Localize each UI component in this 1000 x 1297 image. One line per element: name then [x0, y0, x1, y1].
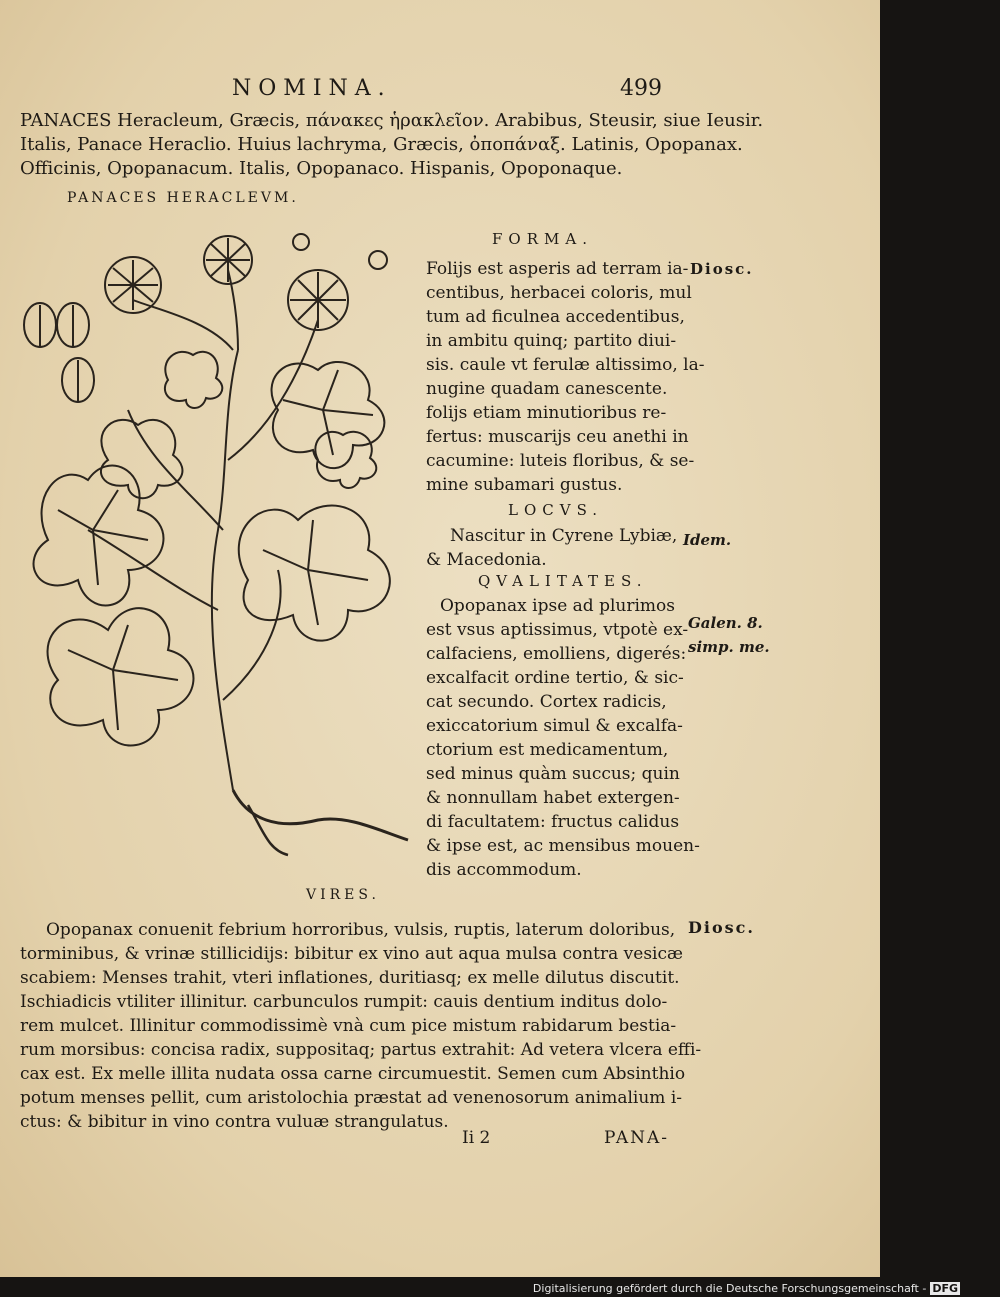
- forma-line: in ambitu quinq; partito diui-: [426, 331, 677, 351]
- forma-line: nugine quadam canescente.: [426, 379, 668, 399]
- vires-line: Opopanax conuenit febrium horroribus, vulsis, ruptis, laterum doloribus,: [46, 920, 676, 940]
- section-heading-vires: VIRES.: [306, 887, 380, 903]
- qualitates-line: ctorium est medicamentum,: [426, 740, 669, 760]
- credit-text: Digitalisierung gefördert durch die Deutsche Forschungsgemeinschaft -: [532, 1282, 927, 1295]
- margin-note: Idem.: [683, 531, 732, 549]
- locus-line: & Macedonia.: [426, 550, 547, 570]
- forma-line: Folijs est asperis ad terram ia-: [426, 259, 689, 279]
- vires-line: potum menses pellit, cum aristolochia præstat ad venenosorum animalium i-: [20, 1088, 683, 1108]
- qualitates-line: sed minus quàm succus; quin: [426, 764, 680, 784]
- margin-note: simp. me.: [688, 638, 770, 656]
- vires-line: Ischiadicis vtiliter illinitur. carbunculos rumpit: cauis dentium inditus dolo-: [20, 992, 668, 1012]
- digitization-credit: [533, 1282, 960, 1295]
- forma-line: tum ad ficulnea accedentibus,: [426, 307, 685, 327]
- section-heading-locus: LOCVS.: [508, 501, 604, 519]
- figure-caption: PANACES HERACLEVM.: [67, 190, 299, 206]
- locus-line: Nascitur in Cyrene Lybiæ,: [450, 526, 678, 546]
- nomina-line: Italis, Panace Heraclio. Huius lachryma, Græcis, ὀποπάναξ. Latinis, Opopanax.: [20, 134, 743, 155]
- qualitates-line: exiccatorium simul & excalfa-: [426, 716, 683, 736]
- qualitates-line: dis accommodum.: [426, 860, 582, 880]
- page-number: 499: [620, 76, 662, 101]
- vires-line: cax est. Ex melle illita nudata ossa carne circumuestit. Semen cum Absinthio: [20, 1064, 686, 1084]
- forma-line: cacumine: luteis floribus, & se-: [426, 451, 695, 471]
- margin-note: Diosc.: [690, 260, 754, 278]
- vires-line: rem mulcet. Illinitur commodissimè vnà cum pice mistum rabidarum bestia-: [20, 1016, 677, 1036]
- nomina-line: PANACES Heracleum, Græcis, πάνακες ἡρακλεῖον. Arabibus, Steusir, siue Ieusir.: [20, 110, 764, 131]
- qualitates-line: est vsus aptissimus, vtpotè ex-: [426, 620, 689, 640]
- margin-note: Diosc.: [688, 918, 755, 937]
- qualitates-line: & nonnullam habet extergen-: [426, 788, 680, 808]
- vires-line: rum morsibus: concisa radix, suppositaq; partus extrahit: Ad vetera vlcera effi-: [20, 1040, 702, 1060]
- forma-line: sis. caule vt ferulæ altissimo, la-: [426, 355, 705, 375]
- vires-line: ctus: & bibitur in vino contra vuluæ strangulatus.: [20, 1112, 449, 1132]
- vires-line: torminibus, & vrinæ stillicidijs: bibitur ex vino aut aqua mulsa contra vesicæ: [20, 944, 683, 964]
- plant-woodcut-illustration: [18, 230, 418, 860]
- forma-line: fertus: muscarijs ceu anethi in: [426, 427, 689, 447]
- qualitates-line: cat secundo. Cortex radicis,: [426, 692, 667, 712]
- forma-line: centibus, herbacei coloris, mul: [426, 283, 692, 303]
- margin-note: Galen. 8.: [688, 614, 763, 632]
- qualitates-line: & ipse est, ac mensibus mouen-: [426, 836, 700, 856]
- forma-line: folijs etiam minutioribus re-: [426, 403, 667, 423]
- qualitates-line: di facultatem: fructus calidus: [426, 812, 680, 832]
- qualitates-line: excalfacit ordine tertio, & sic-: [426, 668, 684, 688]
- section-heading-forma: FORMA.: [492, 230, 593, 248]
- forma-line: mine subamari gustus.: [426, 475, 623, 495]
- qualitates-line: calfaciens, emolliens, digerés:: [426, 644, 687, 664]
- section-heading-qualitates: QVALITATES.: [478, 572, 648, 590]
- catchword: PANA-: [604, 1128, 670, 1148]
- nomina-line: Officinis, Opopanacum. Italis, Opopanaco. Hispanis, Opoponaque.: [20, 158, 623, 179]
- qualitates-line: Opopanax ipse ad plurimos: [440, 596, 675, 616]
- signature-mark: Ii 2: [462, 1128, 491, 1148]
- vires-line: scabiem: Menses trahit, vteri inflationes, duritiasq; ex melle dilutus discutit.: [20, 968, 680, 988]
- dfg-logo: DFG: [932, 1282, 958, 1295]
- running-head: NOMINA.: [232, 76, 392, 101]
